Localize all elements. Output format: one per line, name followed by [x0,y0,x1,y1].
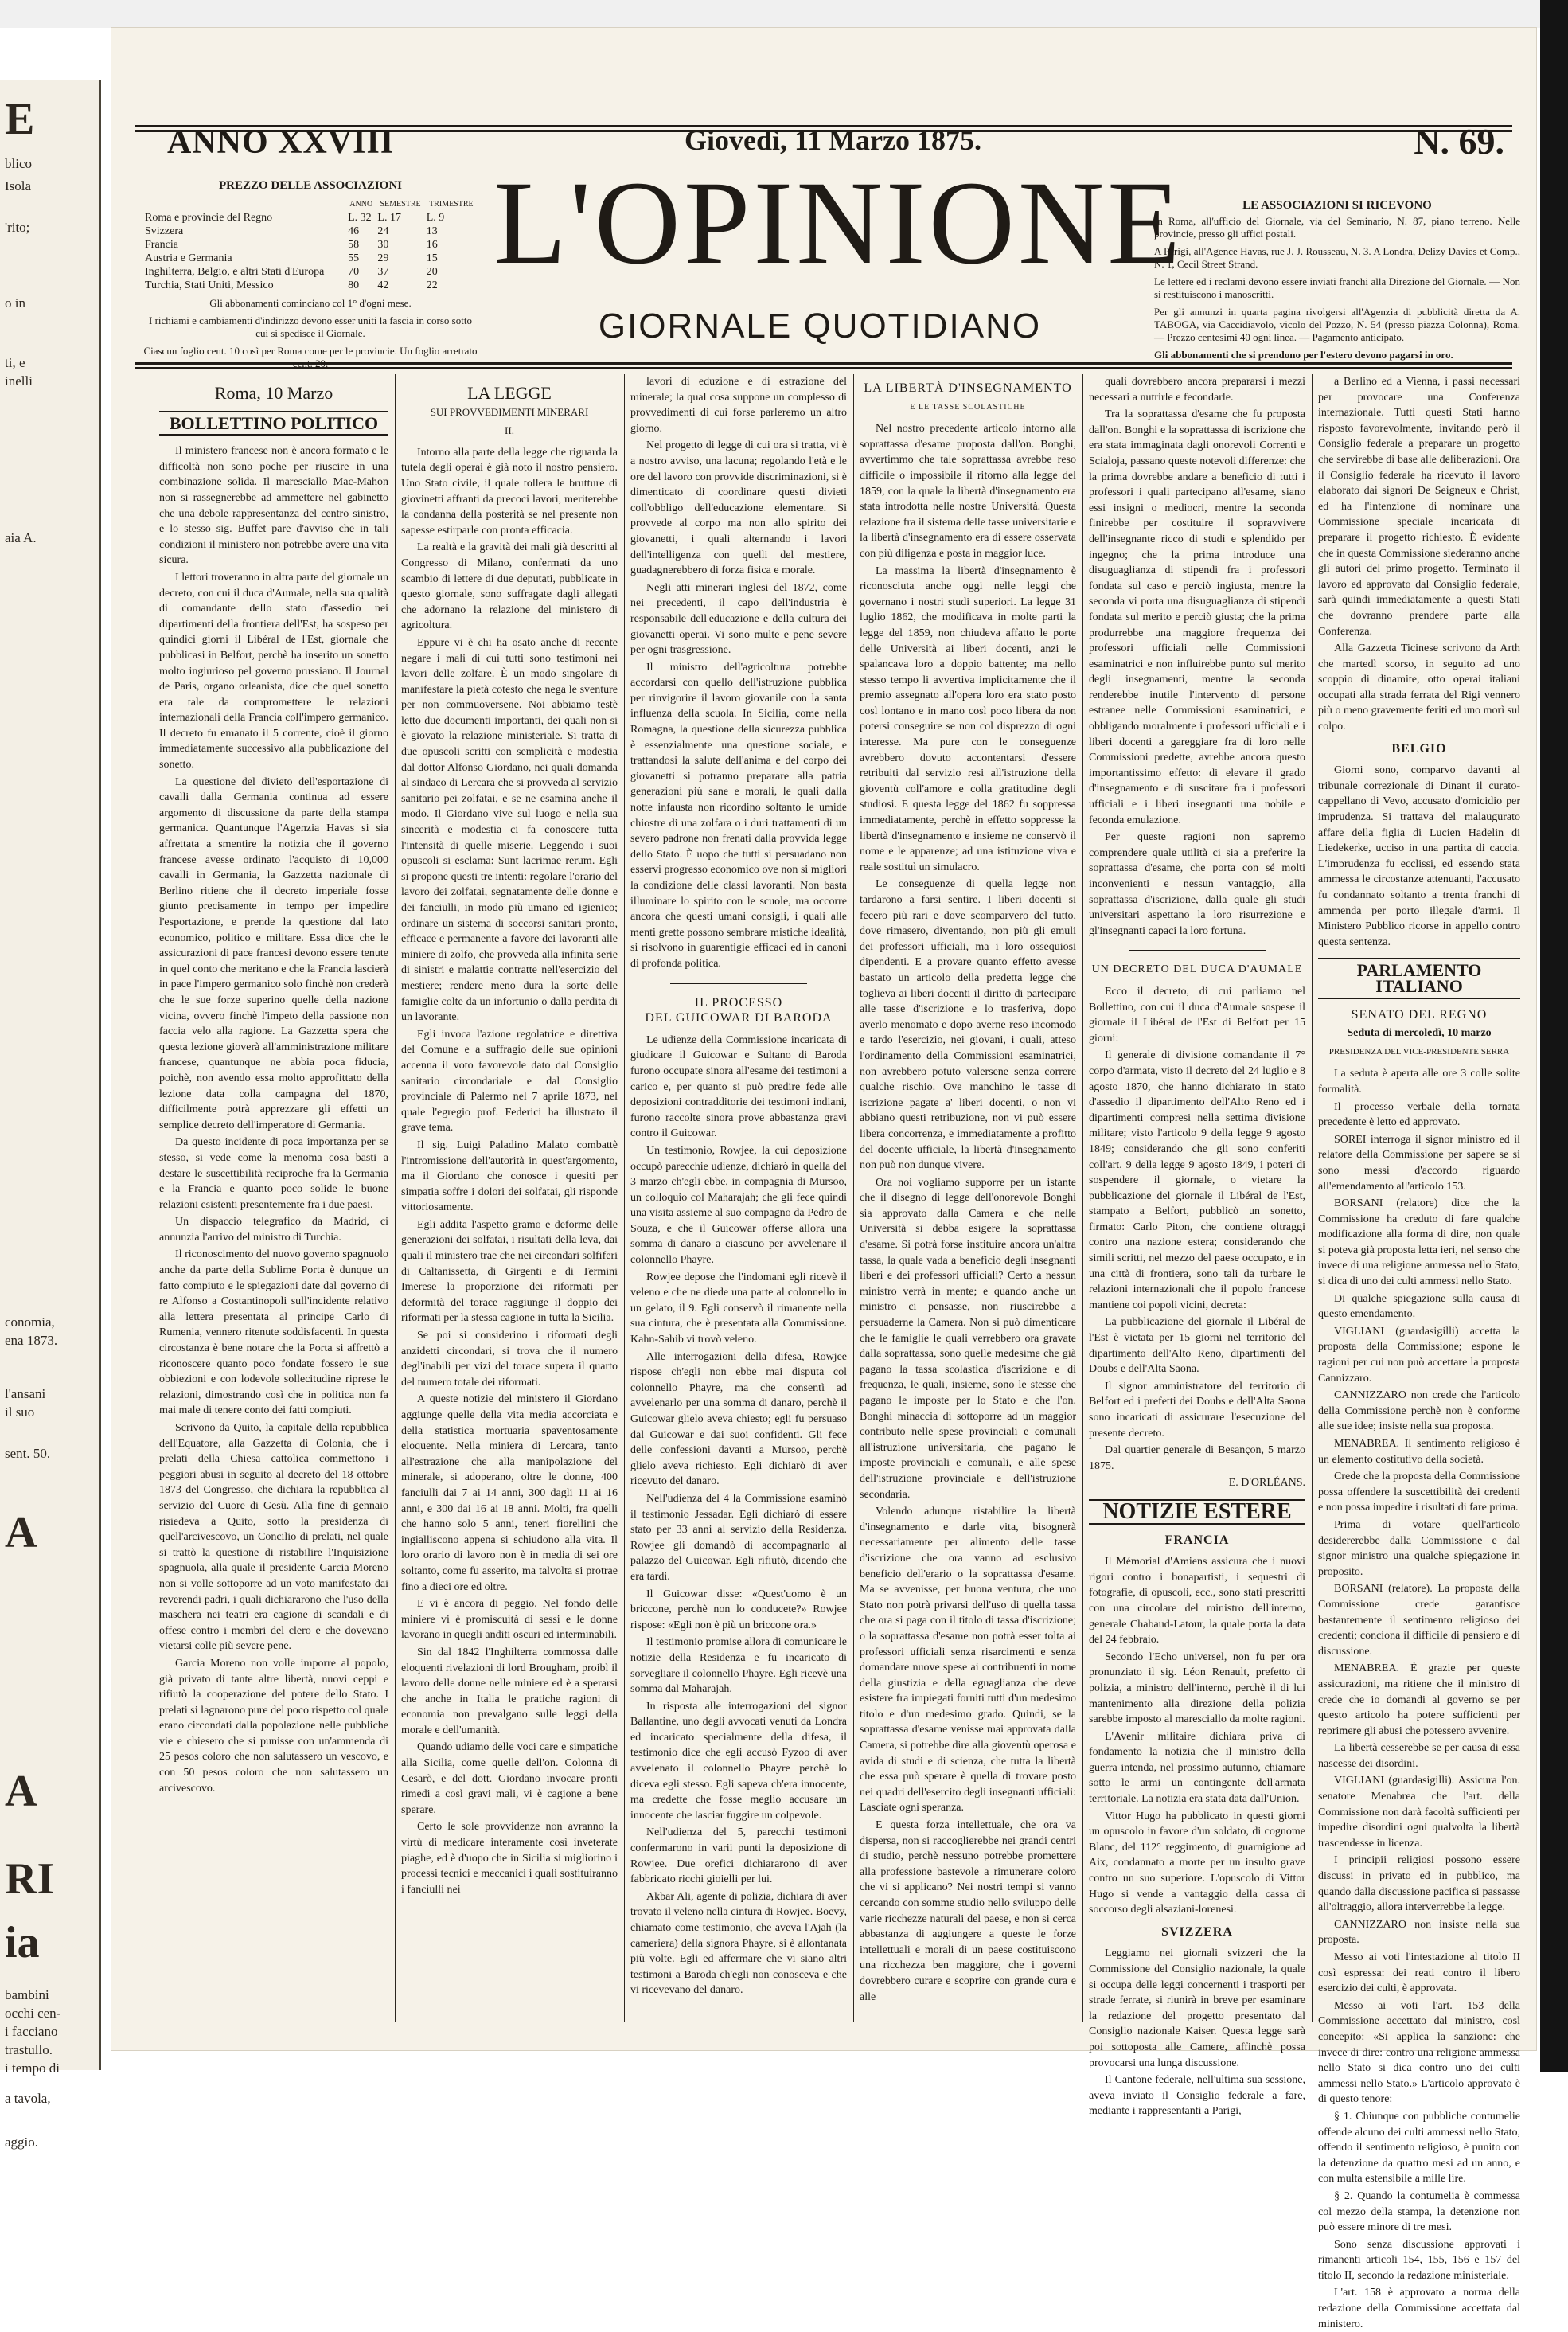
article-heading: LA LIBERTÀ D'INSEGNAMENTO [864,381,1072,395]
article-paragraph: Le udienze della Commissione incaricata di giudicare il Guicowar e Sultano di Baroda furono occupate sinora all'esame dei testimoni a carico e, per quanto si può predire fede alle deposizioni contradditorie dei testimoni indiani, furono raccolte sinora prove abbastanza gravi contro il Guicowar. [630,1033,847,1140]
article-paragraph: Il sig. Luigi Paladino Malato combattè l'intromissione dell'autorità in quest'argomento, ma il Giordano che conosce i quesiti per simpatia soffre i dolori dei solfatai, gli risponde vittoriosamente. [401,1139,618,1214]
strip-fragment: l'ansani [5,1386,46,1401]
column-rule [1312,374,1313,2022]
price-row [143,225,478,238]
dateline: Roma, 10 Marzo [214,383,333,403]
article-paragraph: Il ministero francese non è ancora formato e le difficoltà non sono poche per riuscire in una combinazione solida. Il maresciallo Mac-Mahon non si rassegnerebbe ad ammettere nel gabinetto che una debole rappresentanza del centro sinistro, e lo stesso sig. Buffet pare d'avviso che in tali condizioni il ministero non potrebbe avere una vita sicura. [159,445,388,567]
masthead-bottom-rule-2 [135,367,1512,369]
subscription-offices [1154,199,1520,366]
article-paragraph: MENABREA. È grazie per queste assicurazioni, ma ritiene che il ministro di crede che io domandi al governo se per questo articolo ha potere sufficienti per reprimere gli abusi che potessero avvenire. [1318,1662,1520,1737]
article-paragraph: E vi è ancora di peggio. Nel fondo delle miniere vi è promiscuità di sessi e le donne lavorano in quegli anditi oscuri ed interminabili. [401,1598,618,1642]
section-rule [670,983,807,984]
article-paragraph: Rowjee depose che l'indomani egli ricevè il veleno e che ne diede una parte al colonnello in un gelato, il 9. Egli conservò il rimanente nella sua cintura, che è presentata alla Commissione. Kahn-Sahib vi trovò veleno. [630,1271,847,1346]
price-row [143,279,478,292]
article-paragraph: La realtà e la gravità dei mali già descritti al Congresso di Milano, confermati da uno scambio di lettere di due deputati, pubblicate in questo giornale, sono suffragate dagli allegati che adornano la relazione del ministero di agricoltura. [401,541,618,632]
place: Svizzera [145,225,184,237]
price-row [143,265,478,279]
price: 80 [348,279,360,291]
price: 55 [348,252,360,264]
country-heading: SVIZZERA [1161,1924,1233,1939]
prices-note: I richiami e cambiamenti d'indirizzo devono esser uniti la fascia in corso sotto cui si spedisce il Giornale. [149,314,472,339]
newspaper-page [111,28,1536,2330]
price-row [143,252,478,265]
article-paragraph: Ora noi vogliamo supporre per un istante che il disegno di legge dell'onorevole Bonghi sia approvato dalla Camera e che nelle Università si debba esigere la soprattassa d'esame. Si potrà forse instituire ancora un'altra tassa, la quale vada a beneficio degli insegnanti liberi e dei professori ufficiali? Certo a nessun ministro verrà in mente; e quando anche un ministro ci pensasse, non riuscirebbe a persuaderne la Camera. Non si può dimenticare che le famiglie le quali verrebbero ora gravate dalla soprattassa, sono quelle medesime che già pagano la tassa scolastica d'iscrizione e di frequenza, le quali, insieme, sono le stesse che pagano le imposte per lo Stato e che l'on. Bonghi minaccia di sottoporre ad un maggior contributo nelle spese provinciali e comunali all'istruzione universitaria, che pagano le imposte provinciali e comunali, e alle spese dell'istruzione provinciale e dell'istruzione secondaria. [860,1176,1076,1501]
offices-text: Gli abbonamenti che si prendono per l'estero devono pagarsi in oro. [1154,349,1453,361]
article-paragraph: Nel progetto di legge di cui ora si tratta, vi è a nostro avviso, una lacuna; regolando l'età e le ore del lavoro con provvide discriminazioni, si è dimenticato di coordinare questi divieti coll'obbligo dell'educazione elementare. Si provvede al corpo ma non allo spirito dei giovanetti, i quali alternando i lavori dell'intelligenza con quelli del mestiere, guadagnerebbero di forza fisica e morale. [630,439,847,577]
offices-text: In Roma, all'ufficio del Giornale, via del Seminario, N. 87, piano terreno. Nelle provincie, presso gli uffici postali. [1154,215,1520,240]
article-paragraph: Il generale di divisione comandante il 7° corpo d'armata, visto il decreto del 24 luglio e 8 agosto 1870, che hanno dichiarato in stato d'assedio il dipartimento dell'Alto Reno ed i dipartimenti compresi nella settima divisione militare; visto l'articolo 9 della legge 9 agosto 1849; considerando che gli sono conferiti coll'art. 9 della legge 9 agosto 1849, i poteri di sospendere il giornale, o vietare la pubblicazione del giornale il Libéral de l'Est, stampato a Belfort, pubblicò un sonetto, firmato: Carlo Piton, che contiene oltraggi contro una nazione estera; considerando che simili scritti, nel mezzo del paese occupato, e in una città di frontiera, sono tali da turbare le relazioni internazionali che il popolo francese mantiene coi popoli vicini, decreta: [1089,1049,1305,1311]
subscription-prices [143,179,478,370]
volume-label: ANNO XXVIII [167,124,395,161]
article-paragraph: Il Guicowar disse: «Quest'uomo è un briccone, perchè non lo conducete?» Rowjee rispose: «Egli non è più un briccone ora.» [630,1588,847,1631]
price: 58 [348,239,360,251]
price-row [143,211,478,225]
price: L. 17 [377,212,401,224]
article-paragraph: Messo ai voti l'art. 153 della Commissione accettato dal ministro, così concepito: «Si applica la sanzione: che invece di dire: contro una religione ammessa nello Stato si dica contro uno dei culti ammessi nello Stato.» L'articolo approvato è di questo tenore: [1318,1999,1520,2106]
previous-page-strip [0,80,101,2150]
offices-text: Per gli annunzi in quarta pagina rivolgersi all'Agenzia di pubblicità diretta da A. TABOGA, via Caccidiavolo, vicolo del Pozzo, N. 54 (presso piazza Colonna), Roma. — Prezzo centesimi 40 ogni linea. — Pagamento anticipato. [1154,306,1520,343]
article-paragraph: In risposta alle interrogazioni del signor Ballantine, uno degli avvocati venuti da Londra ed incaricato specialmente della difesa, il testimonio dice che egli accusò Fyzoo di aver avvelenato il colonnello Phayre perchè lo diceva egli stesso. Egli sapeva ch'era innocente, ma credette che fosse meglio accusare un innocente che lasciar fuggire un colpevole. [630,1700,847,1822]
article-paragraph: Nell'udienza del 5, parecchi testimoni confermarono in varii punti la deposizione di Rowjee. Due orefici dichiararono di aver fabbricato ricchi gioielli per lui. [630,1826,847,1886]
price: 46 [348,225,360,237]
article-paragraph: § 2. Quando la contumelia è commessa col mezzo della stampa, la detenzione non può essere minore di tre mesi. [1318,2189,1520,2234]
strip-fragment: ia [5,1918,40,1967]
price: 15 [426,252,438,264]
article-paragraph: I lettori troveranno in altra parte del giornale un decreto, con cui il duca d'Aumale, nella sua qualità di comandante dello stato d'assedio nei dipartimenti della frontiera dell'Est, ha sospeso per quindici giorni il Libéral de l'Est, giornale che pubblicasi in Belfort, perchè ha inserito un sonetto molto ingiurioso pel governo prussiano. Il Journal de Paris, organo orleanista, dice che quel sonetto era tale da compromettere le relazioni internazionali della Francia coll'impero germanico. Il decreto fu emanato il 5 corrente, cioè il giorno immediatamente successivo alla pubblicazione del sonetto. [159,571,388,771]
price: 24 [377,225,389,237]
price: 20 [426,266,438,278]
strip-fragment: A [5,1508,37,1557]
article-paragraph: Certo le sole provvidenze non avranno la virtù di medicare interamente così inveterate piaghe, ed è d'uopo che in Sicilia si migliorino i processi tecnici e meccanici i quali sostituiranno i fanciulli nei [401,1821,618,1896]
price: 30 [377,239,389,251]
column-rule [1082,374,1083,2022]
article-paragraph: Scrivono da Quito, la capitale della repubblica dell'Equatore, alla Gazzetta di Colonia, che i prelati della Chiesa cattolica commettono i peggiori abusi in seguito al decreto del 18 ottobre 1873 del Congresso, che dichiara la repubblica al servizio del Cuore di Gesù. Alla fine di gennaio risiedeva a Quito, sotto la presidenza di quell'arcivescovo, un Concilio di prelati, nel quale si trattò la questione di ristabilire l'Inquisizione spagnuola, alla quale il presidente Garcia Moreno non si volle sottoporre ad un voto manifestato dai reverendi padri, i quali dichiararono che l'uso della maschera nei teatri era cagione di scandali e di offese contro i membri del clero e che dovevano vietarsi colle più severe pene. [159,1422,388,1653]
article-signature: E. D'ORLÉANS. [1228,1477,1305,1490]
section-heading: PARLAMENTO ITALIANO [1318,958,1520,998]
article-paragraph: Quando udiamo delle voci care e simpatiche alla Sicilia, come quelle dell'on. Colonna di Cesarò, e del dott. Giordano invocare pronti rimedi a così gravi mali, vi è cagione a bene sperare. [401,1741,618,1816]
article-paragraph: Il Mémorial d'Amiens assicura che i nuovi rigori contro i bonapartisti, i sequestri di fotografie, di opuscoli, ecc., sono stati prescritti con una circolare del ministro dell'interno, generale Chabaud-Latour, la quale porta la data del 24 febbraio. [1089,1556,1305,1646]
strip-fragment: occhi cen- [5,2006,61,2021]
place: Roma e provincie del Regno [145,212,273,224]
article-paragraph: Da questo incidente di poca importanza per se stesso, si vede come la menoma cosa basti a destare le suscettibilità reciproche fra la Germania e la Francia e quanto poco solide le buone relazioni esistenti presentemente fra i due paesi. [159,1136,388,1211]
article-heading: LA LEGGE [467,383,552,403]
column-rule [395,374,396,2022]
price: 70 [348,266,360,278]
article-paragraph: Egli addita l'aspetto gramo e deforme delle generazioni dei solfatai, i risultati della leva, dai quali il ministero trae che nei circondari solfiferi di Caltanissetta, di Girgenti e di Termini Imerese la proporzione dei riformati per deformità del torace raggiunge il doppio dei riformati per la stessa cagione in tutta la Sicilia. [401,1218,618,1325]
column-rule [853,374,854,2022]
presidency-heading: PRESIDENZA DEL VICE-PRESIDENTE SERRA [1328,1046,1510,1057]
article-paragraph: Akbar Ali, agente di polizia, dichiara di aver trovato il veleno nella cintura di Rowjee. Boevy, chiamato come testimonio, che aveva l'Ajah (la cameriera) della signora Phayre, si è allontanata più volte. Egli ed affermare che vi siano altri testimoni a Baroda ch'egli non conosceva e che vi ricevevano del danaro. [630,1890,847,1997]
issue-number: N. 69. [1414,121,1504,162]
newspaper-subtitle: GIORNALE QUOTIDIANO [598,307,1042,346]
chamber-heading: SENATO DEL REGNO [1351,1007,1488,1021]
article-paragraph: Tra la soprattassa d'esame che fu proposta dall'on. Bonghi e la soprattassa di iscrizione che era stata immaginata dagli onorevoli Correnti e Scialoja, passano queste notevoli differenze: che la prima dovrebbe andare a beneficio di tutti i professori i quali partecipano all'esame, siano essi insigni o mediocri, mentre la seconda finirebbe per costituire il sopravvivere dell'insegnante ricco di studi e splendido per ingegno; che la prima introduce una disuguaglianza di stipendi fra i professori fondata sul caso e perciò ingiusta, mentre la seconda vi porta una disuguaglianza di stipendi fondata sul merito e perciò giusta; che la prima produrrebbe una maggiore frequenza dei professori ufficiali nelle Commissioni esaminatrici e non influirebbe punto sul merito degli insegnamenti, mentre la seconda renderebbe inutile l'intervento di persone estranee nelle Commissioni esaminatrici, e obbligando moralmente i professori ufficiali e i liberi docenti a gareggiare fra di loro nelle Commissioni predette, avrebbe ancora questo importantissimo effetto: di elevare il grado d'insegnamento e di suscitare fra i professori ufficiali e i liberi insegnanti una nobile e feconda emulazione. [1089,408,1305,826]
column-6 [1318,374,1520,2330]
strip-letter: E [5,95,35,144]
strip-fragment: ena 1873. [5,1333,58,1348]
article-paragraph: Prima di votare quell'articolo desidererebbe dalla Commissione e dal signor ministro una qualche spiegazione in proposito. [1318,1518,1520,1578]
strip-fragment: trastullo. [5,2042,53,2057]
article-paragraph: CANNIZZARO non crede che l'articolo della Commissione perchè non è conforme alle sue idee; insiste nella sua proposta. [1318,1389,1520,1433]
prices-heading: PREZZO DELLE ASSOCIAZIONI [218,179,403,192]
scan-top-border [0,0,1568,28]
strip-fragment: i tempo di [5,2061,60,2076]
column-4 [860,374,1076,2046]
article-columns [127,374,1520,2330]
article-paragraph: Crede che la proposta della Commissione possa offendere la suscettibilità dei credenti e non possa impedire i risultati di fare prima. [1318,1471,1520,1514]
strip-fragment: o in [5,295,25,311]
article-paragraph: La questione del divieto dell'esportazione di cavalli dalla Germania continua ad essere argomento di discussione da parte della stampa germanica. Quantunque l'Agenzia Havas si sia affrettata a smentire la notizia che il governo francese avesse ordinato l'acquisto di 10,000 cavalli in Germania, la Gazzetta nazionale di Berlino ritiene che il decreto imperiale fosse giunto precisamente in tempo per impedire l'esportazione, e prende la questione dal lato economico, politico e militare. Essa dice che le assicurazioni di pace francesi devono essere tenute in quel conto che meritano e che la Francia lascierà in pace l'impero germanico solo finchè non crederà che le sue forze superino quelle della nazione vicina, ovvero finchè l'impeto della passione non faccia velo alla ragione. La Gazzetta spera che questa lezione gioverà all'amministrazione militare francese, quantunque ne abbia poca fiducia, poichè, non avendo essa molto approfittato della lezione data colla campagna del 1870, difficilmente potrà apprezzare gli effetti un semplice decreto dell'imperatore di Germania. [159,775,388,1131]
strip-fragment: i facciano [5,2024,58,2039]
article-paragraph: La pubblicazione del giornale il Libéral de l'Est è vietata per 15 giorni nel territorio del dipartimento dell'Alto Reno, dipartimenti del Doubs e dell'Alta Saona. [1089,1316,1305,1376]
article-subheading: SUI PROVVEDIMENTI MINERARI [430,405,589,418]
newspaper-title: L'OPINIONE [493,157,1184,289]
bulletin-heading: BOLLETTINO POLITICO [159,411,388,436]
price: 13 [426,225,438,237]
article-paragraph: Messo ai voti l'intestazione al titolo II così espressa: dei reati contro il libero esercizio dei culti, è approvata. [1318,1951,1520,1995]
prices-note: Gli abbonamenti cominciano col 1° d'ogni mese. [209,297,412,309]
country-heading: FRANCIA [1164,1533,1230,1547]
offices-text: Le lettere ed i reclami devono essere inviati franchi alla Direzione del Giornale. — Non si restituiscono i manoscritti. [1154,275,1520,300]
scan-right-border [1540,0,1568,2072]
article-paragraph: MENABREA. Il sentimento religioso è un elemento costitutivo della società. [1318,1438,1520,1466]
article-subheading: E LE TASSE SCOLASTICHE [910,402,1026,412]
place: Austria e Germania [145,252,232,264]
strip-fragment: a tavola, [5,2091,51,2106]
price: 37 [377,266,389,278]
col-header: SEMESTRE [380,200,421,209]
strip-fragment: Isola [5,178,32,193]
article-paragraph: Dal quartier generale di Besançon, 5 marzo 1875. [1089,1444,1305,1472]
column-2 [401,374,618,2046]
strip-fragment: 'rito; [5,220,30,235]
article-paragraph: a Berlino ed a Vienna, i passi necessari per provocare una Conferenza internazionale. Tutti questi Stati hanno risposto favorevolmente, invitando però il Consiglio federale a preparare un progetto che servirebbe di base alle deliberazioni. Ora il Consiglio federale ha ricevuto il lavoro elaborato dai signori De Seigneux e Christ, ed ha l'intenzione di nominare una Commissione speciale incaricata di preparare il progetto richiesto. È evidente che in questa Commissione siederanno anche gli autori del primo progetto. Terminato il lavoro ed approvato dal Consiglio federale, sarà quindi immediatamente a questi Stati che dovranno prendere parte alla Conferenza. [1318,376,1520,638]
article-paragraph: Il processo verbale della tornata precedente è letto ed approvato. [1318,1100,1520,1129]
col-header: TRIMESTRE [429,200,474,209]
article-paragraph: Volendo adunque ristabilire la libertà d'insegnamento e darle vita, bisognerà necessariamente per alimento delle tasse d'iscrizione che ora vanno ad esclusivo beneficio dell'erario o la soprattassa d'esame. Ma se avvenisse, per buona ventura, che uno Stato non potrà privarsi dell'uso di quella tassa che ora si paga con il titolo di tassa d'iscrizione; o la soprattassa d'esame non potrà esser tolta ai professori ufficiali senza risarcimenti e senza domandare nuove spese ai contribuenti in nome della giustizia e della eguaglianza che deve esistere fra impiegati forniti tutti d'un medesimo titolo e d'un medesimo grado. Quindi, se la soprattassa d'esame venisse mai approvata dalla Camera, si potrebbe dire alla gioventù operosa e avida di studi e di scienza, che tutta la libertà che essa può sperare è quella di trovare posto nei quadri dell'esercito degli insegnanti ufficiali: Lasciate ogni speranza. [860,1506,1076,1814]
article-paragraph: BORSANI (relatore) dice che la Commissione ha creduto di fare qualche modificazione alla forma di dire, non quale si poteva già proposta letta ieri, nel senso che invece di una religione ammessa nello Stato, si dica di uno dei culti ammessi nello Stato. [1318,1197,1520,1288]
article-paragraph: L'Avenir militaire dichiara priva di fondamento la notizia che il ministro della guerra intenda, nel prossimo autunno, chiamare sotto le armi un contingente dell'armata territoriale. La notizia era stata data dall'Union. [1089,1730,1305,1806]
article-paragraph: § 1. Chiunque con pubbliche contumelie offende alcuno dei culti ammessi nello Stato, offendo il sentimento religioso, è punito con la detenzione da quattro mesi ad un anno, e con multa estensibile a mille lire. [1318,2110,1520,2186]
article-paragraph: Le conseguenze di quella legge non tardarono a farsi sentire. I liberi docenti si fecero più rari e dove scomparvero del tutto, dove rimasero, diventando, non più gli emuli dei professori ufficiali, ma i loro ossequiosi dipendenti. E a provare quanto effetto avesse bastato un articolo della predetta legge che toglieva ai liberi docenti il diritto di partecipare alle tasse d'iscrizione e lo trasferiva, dopo averlo menomato e dopo averne reso incomodo e tardo l'esercizio, nei giovani, i quali, atteso l'ordinamento della Commissioni esaminatrici, non avrebbero potuto valersene senza correre qualche rischio. Ove manchino le tasse di iscrizione pagate a' liberi docenti, o non vi abbiano questi retribuzione, non vi può essere libera concorrenza, e immediatamente a profitto del docente ufficiale, la libertà d'insegnamento non può non dunque vivere. [860,878,1076,1172]
column-rule [624,374,625,2022]
strip-fragment: aia A. [5,530,37,545]
article-paragraph: Nell'udienza del 4 la Commissione esaminò il testimonio Jessadar. Egli dichiarò di essere stato per 33 anni al servizio della Residenza. Rowjee gli domandò di accompagnarlo al palazzo del Guicowar. Egli rifiutò, dicendo che era tardi. [630,1492,847,1583]
strip-fragment: conomia, [5,1314,55,1330]
strip-fragment: A [5,1767,37,1816]
offices-heading: LE ASSOCIAZIONI SI RICEVONO [1242,199,1432,212]
article-paragraph: Nel nostro precedente articolo intorno alla soprattassa d'esame proposta dall'on. Bonghi, avvertimmo che tale soprattassa avrebbe reso difficile o impossibile il ritorno alla legge del 1859, con la quale la libertà d'insegnamento era stata introdotta nelle nostre Università. Questa relazione fra il sistema delle tasse universitarie e la libertà d'insegnamento era di essere osservata con più diligenza e posta in maggior luce. [860,423,1076,560]
prices-note: Ciascun foglio cent. 10 così per Roma come per le provincie. Un foglio arretrato cent. 20. [143,345,478,369]
article-heading: UN DECRETO DEL DUCA D'AUMALE [1091,963,1303,976]
column-3 [630,374,847,2046]
strip-fragment: inelli [5,373,33,389]
article-paragraph: BORSANI (relatore). La proposta della Commissione crede garantisce bastantemente il sentimento religioso dei credenti; conciona il difficile di pensiero e di discussione. [1318,1583,1520,1658]
article-paragraph: Intorno alla parte della legge che riguarda la tutela degli operai è già noto il nostro pensiero. Uno Stato civile, il quale tollera le brutture di giovinetti affranti da precoci lavori, meriterebbe la condanna della posterità se nel presente non sapesse estirparle con pronta efficacia. [401,446,618,537]
price: L. 9 [426,212,445,224]
article-paragraph: CANNIZZARO non insiste nella sua proposta. [1318,1918,1520,1947]
article-paragraph: E questa forza intellettuale, che ora va dispersa, non si raccoglierebbe nei grandi centri di studio, perchè nessuno potrebbe promettere alla professione bastevole a rimunerare coloro che vi si applicano? Nei nostri tempi si vanno cercando con somme studio nello sviluppo delle varie ricchezze naturali del paese, e non si cerca abbastanza di aggiungere a queste le forze intellettuali e morali di un paese costituiscono una ricchezza ben maggiore, che i governi dovrebbero curare e scoprire con grande cura e alle [860,1819,1076,2003]
article-paragraph: Alla Gazzetta Ticinese scrivono da Arth che martedì scorso, in seguito ad uno scoppio di dinamite, otto operai italiani occupati alla strada ferrata del Rigi vennero più o meno gravemente feriti ed uno morì sul colpo. [1318,643,1520,733]
strip-fragment: RI [5,1854,55,1904]
section-heading: NOTIZIE ESTERE [1089,1499,1305,1525]
article-paragraph: Sono senza discussione approvati i rimanenti articoli 154, 155, 156 e 157 del titolo II, secondo la redazione ministeriale. [1318,2238,1520,2282]
article-paragraph: A queste notizie del ministero il Giordano aggiunge quelle della vita media accorciata e della statistica mortuaria spaventosamente eloquente. Nella miniera di Lercara, tanto all'estrazione che alla manipolazione del minerale, si adoperano, oltre le donne, 400 fanciulli dai 7 ai 14 anni, 300 dagli 11 ai 16 anni, e 300 dai 16 ai 18 anni. Molti, fra quelli che hanno solo 5 anni, teneri fiorellini che ingialliscono appena si schiudono alla vita. Il loro orario di lavoro non è in media di sei ore soltanto, come fu asserito, ma talvolta si protrae fino a dieci ore ed oltre. [401,1393,618,1593]
country-heading: BELGIO [1391,741,1447,756]
article-subheading: DEL GUICOWAR DI BARODA [645,1011,833,1025]
article-paragraph: Il signor amministratore del territorio di Belfort ed i prefetti dei Doubs e dell'Alta Saona sono incaricati di assicurare l'esecuzione del presente decreto. [1089,1380,1305,1439]
article-paragraph: lavori di eduzione e di estrazione del minerale; la qual cosa suppone un complesso di provvedimenti di cui forse parleremo un altro giorno. [630,376,847,435]
article-paragraph: Egli invoca l'azione regolatrice e direttiva del Comune e a suffragio delle sue opinioni accenna il voto favorevole dato dal Consiglio sanitario circondariale e dal Consiglio provinciale di Palermo nel 7 aprile 1873, nel quale l'egregio prof. Federici ha illustrato il grave tema. [401,1028,618,1135]
place: Inghilterra, Belgio, e altri Stati d'Europa [145,266,325,278]
article-paragraph: La libertà cesserebbe se per causa di essa nascesse dei disordini. [1318,1742,1520,1770]
article-paragraph: Il Cantone federale, nell'ultima sua sessione, aveva inviato il Consiglio federale a fare, mediante i rappresentanti a Parigi, [1089,2074,1305,2118]
article-paragraph: Un testimonio, Rowjee, la cui deposizione occupò parecchie udienze, dichiarò in quella del 3 marzo ch'egli ebbe, in compagnia di Mursoo, un colloquio col Maharajah; che gli fece quindi una visita assieme al suo compagno da Pedro de Souza, e che il Guicowar offerse allora una somma di danaro a ciascuno per avvelenare il colonnello Phayre. [630,1144,847,1267]
prices-table [143,197,478,292]
article-paragraph: Un dispaccio telegrafico da Madrid, ci annunzia l'arrivo del ministro di Turchia. [159,1216,388,1244]
offices-text: A Parigi, all'Agence Havas, rue J. J. Rousseau, N. 3. A Londra, Delizy Davies et Comp., N. 1, Cecil Street Strand. [1154,245,1520,270]
article-paragraph: Eppure vi è chi ha osato anche di recente negare i mali di cui tutti sono testimoni nei lavori delle zolfare. È un modo singolare di manifestare la pietà cotesto che nega le sventure per non commuoversene. Noi abbiamo testè letto due documenti importanti, dei quali non si è giovato la relazione ministeriale. Si tratta di due opuscoli scritti con semplicità e modestia dal dottor Alfonso Giordano, nei quali domanda al sindaco di Lercara che si provveda al servizio sanitario pei zolfatai, e se ne esamina anche il modo. Il Giordano vive sul luogo e nella sua sincerità e modestia ci fa conoscere tutta l'intensità di quelle miserie. Leggendo i suoi opuscoli si esclama: Sunt lacrimae rerum. Egli si propone questi tre intenti: regolare l'orario del lavoro dei zolfatai, segnatamente delle donne e dei fanciulli, in modo più umano ed igienico; ordinare un sistema di soccorsi sanitari pronto, efficace e permanente a favore dei lavoranti alle miniere di zolfo, che provveda alla infinita serie di sinistri e malattie contratte nell'esercizio del mestiere; rendere meno dura la sorte delle famiglie colte da un infortunio o dalla perdita di un lavorante. [401,636,618,1024]
masthead-top-rule [135,125,1512,127]
strip-fragment: il suo [5,1404,35,1420]
article-part: II. [505,424,514,437]
article-paragraph: I principii religiosi possono essere discussi in privato ed in pubblico, ma quando dalla discussione pacifica si passasse all'oltraggio, allora interverrebbe la legge. [1318,1854,1520,1914]
column-5 [1089,374,1305,2118]
section-rule [1129,950,1266,951]
place: Francia [145,239,178,251]
column-1 [159,374,388,2046]
price: L. 32 [348,212,372,224]
article-paragraph: Il riconoscimento del nuovo governo spagnuolo anche da parte della Sublime Porta è dunque un fatto compiuto e le spiegazioni date dal governo di re Alfonso a Costantinopoli sull'incidente relativo alla lettera presentata al principe Carlo di Rumenia, vennero ritenute soddisfacenti. In questa circostanza è bene notare che la Porta si affrettò a riconoscere quanto poco fondate fossero le sue obbiezioni e con lodevole sollecitudine riprese le relazioni, dimostrando così che in politica non fa mai male di tenere conto dei fatti compiuti. [159,1248,388,1417]
price: 42 [377,279,389,291]
masthead-top-rule-2 [135,130,1512,132]
masthead-bottom-rule [135,362,1512,365]
strip-fragment: sent. 50. [5,1446,51,1461]
article-paragraph: VIGLIANI (guardasigilli) accetta la proposta della Commissione; espone le ragioni per cui non può accettare la proposta Cannizzaro. [1318,1325,1520,1385]
strip-fragment: aggio. [5,2135,39,2150]
article-paragraph: Di qualche spiegazione sulla causa di questo emendamento. [1318,1292,1520,1321]
price: 16 [426,239,438,251]
strip-fragment: blico [5,156,32,171]
article-paragraph: Alle interrogazioni della difesa, Rowjee rispose ch'egli non ebbe mai disputa col colonnello Phayre, ma che consentì ad avvelenarlo per una somma di danaro, perchè il Guicowar glielo aveva chiesto; egli fu persuaso dal Guicowar e dai suoi confidenti. Gli fece delle confessioni davanti a Mursoo, perchè glielo aveva richiesto. Egli dichiarò di aver ricevuto del danaro. [630,1350,847,1488]
article-paragraph: L'art. 158 è approvato a norma della redazione della Commissione accettata dal ministero. [1318,2287,1520,2330]
article-paragraph: quali dovrebbero ancora prepararsi i mezzi necessari a nutrirle e fecondarle. [1089,376,1305,404]
strip-fragment: ti, e [5,355,25,370]
article-paragraph: Leggiamo nei giornali svizzeri che la Commissione del Consiglio nazionale, la quale si occupa delle leggi concernenti i trasporti per strade ferrate, si riunirà in breve per esaminare la redazione del progetto presentato dal Consiglio nazionale Kaiser. Questa legge sarà poi sottoposta alle Camere, affinchè possa provocarsi una lunga discussione. [1089,1947,1305,2069]
article-paragraph: Giorni sono, comparvo davanti al tribunale correzionale di Dinant il curato-cappellano di Vevo, accusato d'omicidio per imprudenza. Si trattava del malaugurato affare della figlia di Lucien Hadelin di Liedekerke, ucciso in una partita di caccia. L'imprudenza fu ecclissi, ed essendo stata ammessa le circostanze attenuanti, l'accusato fu condannato soltanto a trenta franchi di ammenda per porto illegale d'armi. Il Ministero Pubblico ricorse in appello contro questa sentenza. [1318,764,1520,948]
article-paragraph: Per queste ragioni non sapremo comprendere quale utilità ci sia a preferire la soprattassa d'esame, che porta con sé molti inconvenienti e nessun vantaggio, alla soprattassa d'iscrizione, dalla quale gli studi universitari aspettano la loro risurrezione e gl'insegnanti capaci la loro fortuna. [1089,831,1305,937]
article-paragraph: La seduta è aperta alle ore 3 colle solite formalità. [1318,1068,1520,1096]
article-paragraph: Secondo l'Echo universel, non fu per ora pronunziato il sig. Léon Renault, prefetto di polizia, a ministro dell'interno, perchè il di lui mantenimento alla direzione della polizia sarebbe imposto al maresciallo da molte ragioni. [1089,1650,1305,1726]
session-heading: Seduta di mercoledì, 10 marzo [1347,1027,1492,1040]
article-paragraph: Ecco il decreto, di cui parliamo nel Bollettino, con cui il duca d'Aumale sospese il giornale il Libéral de l'Est di Belfort per 15 giorni: [1089,985,1305,1045]
article-paragraph: SOREI interroga il signor ministro ed il relatore della Commissione per sapere se si sono messi d'accordo riguardo all'emendamento all'articolo 153. [1318,1133,1520,1193]
article-heading: IL PROCESSO [694,995,783,1010]
article-paragraph: Negli atti minerari inglesi del 1872, come nei precedenti, il capo dell'industria è responsabile dell'educazione e della cultura dei giovanetti operai. Vi sono multe e pene severe per ogni trasgressione. [630,581,847,657]
article-paragraph: Il testimonio promise allora di comunicare le notizie della Residenza e fu incaricato di sorvegliare il colonnello Phayre. Egli ricevè una somma dal Maharajah. [630,1636,847,1696]
issue-date: Giovedì, 11 Marzo 1875. [685,124,981,156]
article-paragraph: La massima la libertà d'insegnamento è riconosciuta anche oggi nelle leggi che governano i nostri studi superiori. La legge 31 luglio 1862, che modificava in molte parti la legge del 1859, non chiudeva affatto le porte delle Università ai liberi docenti, anzi le spalancava loro a doppio battente; ma nello stesso tempo li avvertiva implicitamente che il premio assegnato all'opera loro era stato posto così lontano e in mano così poco libera da non potersi conseguire se non col disprezzo di ogni interesse. Ma pure con le conseguenze avrebbero dovuto accontentarsi d'essere retribuiti dal servizio resi all'istruzione della gioventù coll'amore e colla gratitudine degli studiosi. E questa legge del 1862 fu soppressa immediatamente, perchè in effetto soppresse la libertà d'insegnamento e insieme ne conservò il nome e le apparenze; ad una istituzione viva e reale sostituì un simulacro. [860,564,1076,873]
article-paragraph: Garcia Moreno non volle imporre al popolo, già privato di tante altre libertà, nuovi ceppi e rifiutò la cooperazione del potere dello Stato. I prelati si lagnarono pure del poco rispetto col quale erano circondati dalla popolazione nelle pubbliche vie e chiesero che si punisse con un'ammenda di 25 pesos coloro che non salutassero un vescovo, e con 50 pesos coloro che non salutassero un arcivescovo. [159,1657,388,1795]
place: Turchia, Stati Uniti, Messico [145,279,274,291]
article-paragraph: Sin dal 1842 l'Inghilterra commossa dalle eloquenti rivelazioni di lord Brougham, proibì il lavoro delle donne nelle miniere ed è a sperarsi che anche in Italia le pratiche ragioni di economia non prevalgano sulle leggi della morale e dell'umanità. [401,1646,618,1736]
price-row [143,238,478,252]
article-paragraph: Vittor Hugo ha pubblicato in questi giorni un opuscolo in favore d'un soldato, di cognome Blanc, del 112° reggimento, di guarnigione ad Aix, condannato a morte per un insulto grave contro un suo superiore. L'opuscolo di Vittor Hugo si vende a vantaggio della cassa di soccorso degli alsaziani-lorenesi. [1089,1810,1305,1916]
article-paragraph: VIGLIANI (guardasigilli). Assicura l'on. senatore Menabrea che l'art. della Commissione non darà facoltà sufficienti per impedire disordini ogni qualvolta la libertà trascendesse in licenza. [1318,1775,1520,1850]
price: 29 [377,252,389,264]
col-header: ANNO [349,200,373,209]
article-paragraph: Se poi si considerino i riformati degli anzidetti circondari, si trova che il numero degl'inabili per vizi del torace supera il quarto del numero totale dei riformati. [401,1330,618,1389]
article-paragraph: Il ministro dell'agricoltura potrebbe accordarsi con quello dell'istruzione pubblica per rinvigorire il lavoro giovanile con la santa influenza della scuola. In Sicilia, come nella Romagna, la questione della sicurezza pubblica è essenzialmente una questione sociale, e trattandosi la salute dell'anima e del corpo dei giovanetti si potranno preparare alla patria generazioni più sane e morali, le quali dalla notte infausta non ricordino soltanto le umide chiostre di una zolfara o i duri trattamenti di un severo padrone non frenati dalla provvida legge dello Stato. È uopo che tutti si persuadano non esservi progresso economico ove non si migliori la condizione delle classi lavoranti. Non basta illuminare lo spirito con le scuole, ma occorre ancora che questi umani consigli, i quali alle menti grette possono sembrare mistiche idealità, si risolvono in guarentigie efficaci ed in canoni di profonda politica. [630,661,847,970]
price: 22 [426,279,438,291]
strip-fragment: bambini [5,1987,49,2002]
